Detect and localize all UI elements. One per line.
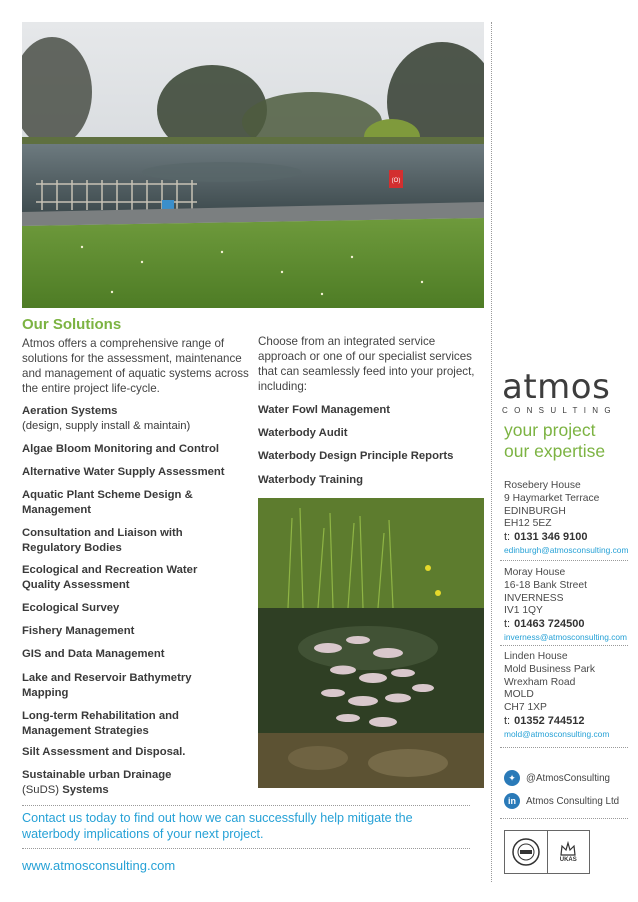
website-link[interactable]: www.atmosconsulting.com: [22, 858, 176, 873]
tagline: [504, 420, 605, 462]
column-divider: [491, 22, 492, 882]
linkedin-icon: in: [504, 793, 520, 809]
service-item: Aquatic Plant Scheme Design & Management: [22, 489, 193, 516]
service-item: Lake and Reservoir Bathymetry Mapping: [22, 672, 192, 699]
contact-cta: Contact us today to find out how we can successfully help mitigate the waterbody implications of your next project.: [22, 811, 413, 841]
divider: [500, 747, 628, 748]
address-line: 16-18 Bank Street: [504, 579, 587, 591]
divider: [22, 805, 470, 806]
address-line: EH12 5EZ: [504, 518, 552, 530]
ukas-label: UKAS: [559, 857, 577, 863]
address-line: Wrexham Road: [504, 676, 576, 688]
tagline-line-1: your project: [504, 420, 596, 440]
service-item: Consultation and Liaison with Regulatory Bodies: [22, 527, 183, 554]
address-line: CH7 1XP: [504, 702, 547, 714]
address-line: Moray House: [504, 567, 566, 578]
office-inverness: [504, 567, 627, 644]
address-line: 9 Haymarket Terrace: [504, 492, 600, 504]
tagline-line-2: our expertise: [504, 441, 606, 461]
divider: [22, 848, 470, 849]
service-item: Long-term Rehabilitation and Management Strategies: [22, 710, 179, 737]
service-item: Algae Bloom Monitoring and Control: [22, 443, 220, 455]
service-item: Waterbody Training: [258, 474, 364, 486]
linkedin-link[interactable]: [504, 793, 619, 809]
phone: t: 01463 724500: [504, 618, 585, 631]
crown-icon: [559, 841, 577, 857]
service-item: GIS and Data Management: [22, 648, 165, 660]
park-lake-photo: [22, 22, 484, 308]
address-line: MOLD: [504, 689, 534, 701]
address-line: Mold Business Park: [504, 663, 595, 675]
divider: [500, 560, 628, 561]
intro-paragraph-2: Choose from an integrated service approach or one of our specialist services that can seamlessly feed into your project, including:: [258, 335, 475, 393]
section-title: Our Solutions: [22, 316, 122, 333]
address-line: EDINBURGH: [504, 505, 566, 517]
email-link[interactable]: mold@atmosconsulting.com: [504, 728, 610, 739]
atmos-logo: [502, 367, 622, 415]
iso-seal-icon: [505, 831, 548, 873]
office-edinburgh: [504, 480, 628, 557]
service-item: Waterbody Audit: [258, 427, 348, 439]
lily-pond-photo: [258, 498, 484, 788]
service-item: Waterbody Design Principle Reports: [258, 450, 454, 462]
email-link[interactable]: edinburgh@atmosconsulting.com: [504, 544, 629, 555]
address-line: Rosebery House: [504, 480, 581, 491]
divider: [500, 818, 628, 819]
service-item: Alternative Water Supply Assessment: [22, 466, 225, 478]
logo-subtitle: CONSULTING: [502, 406, 617, 415]
twitter-handle: @AtmosConsulting: [526, 772, 611, 784]
phone: t: 0131 346 9100: [504, 531, 588, 544]
service-item: Sustainable urban Drainage (SuDS) Systems: [22, 769, 172, 796]
intro-paragraph: Atmos offers a comprehensive range of solutions for the assessment, maintenance and management of aquatic systems across the entire project life-cycle.: [22, 337, 249, 395]
address-line: Linden House: [504, 651, 568, 662]
logo-wordmark: atmos: [502, 367, 611, 407]
twitter-link[interactable]: [504, 770, 610, 786]
phone: t: 01352 744512: [504, 714, 585, 727]
linkedin-name: Atmos Consulting Ltd: [526, 795, 620, 807]
ukas-badge: [548, 831, 590, 873]
service-item: Water Fowl Management: [258, 404, 391, 416]
certification-badges: [504, 830, 590, 874]
service-item: Ecological Survey: [22, 602, 120, 614]
twitter-icon: ✦: [504, 770, 520, 786]
address-line: IV1 1QY: [504, 605, 543, 617]
service-item: Fishery Management: [22, 625, 135, 637]
email-link[interactable]: inverness@atmosconsulting.com: [504, 631, 628, 642]
service-item: Aeration Systems (design, supply install & maintain): [22, 405, 191, 432]
service-item: Silt Assessment and Disposal.: [22, 746, 186, 758]
divider: [500, 645, 628, 646]
address-line: INVERNESS: [504, 592, 564, 604]
service-item: Ecological and Recreation Water Quality Assessment: [22, 564, 198, 591]
svg-text:(O): (O): [391, 178, 401, 184]
office-mold: [504, 651, 609, 741]
